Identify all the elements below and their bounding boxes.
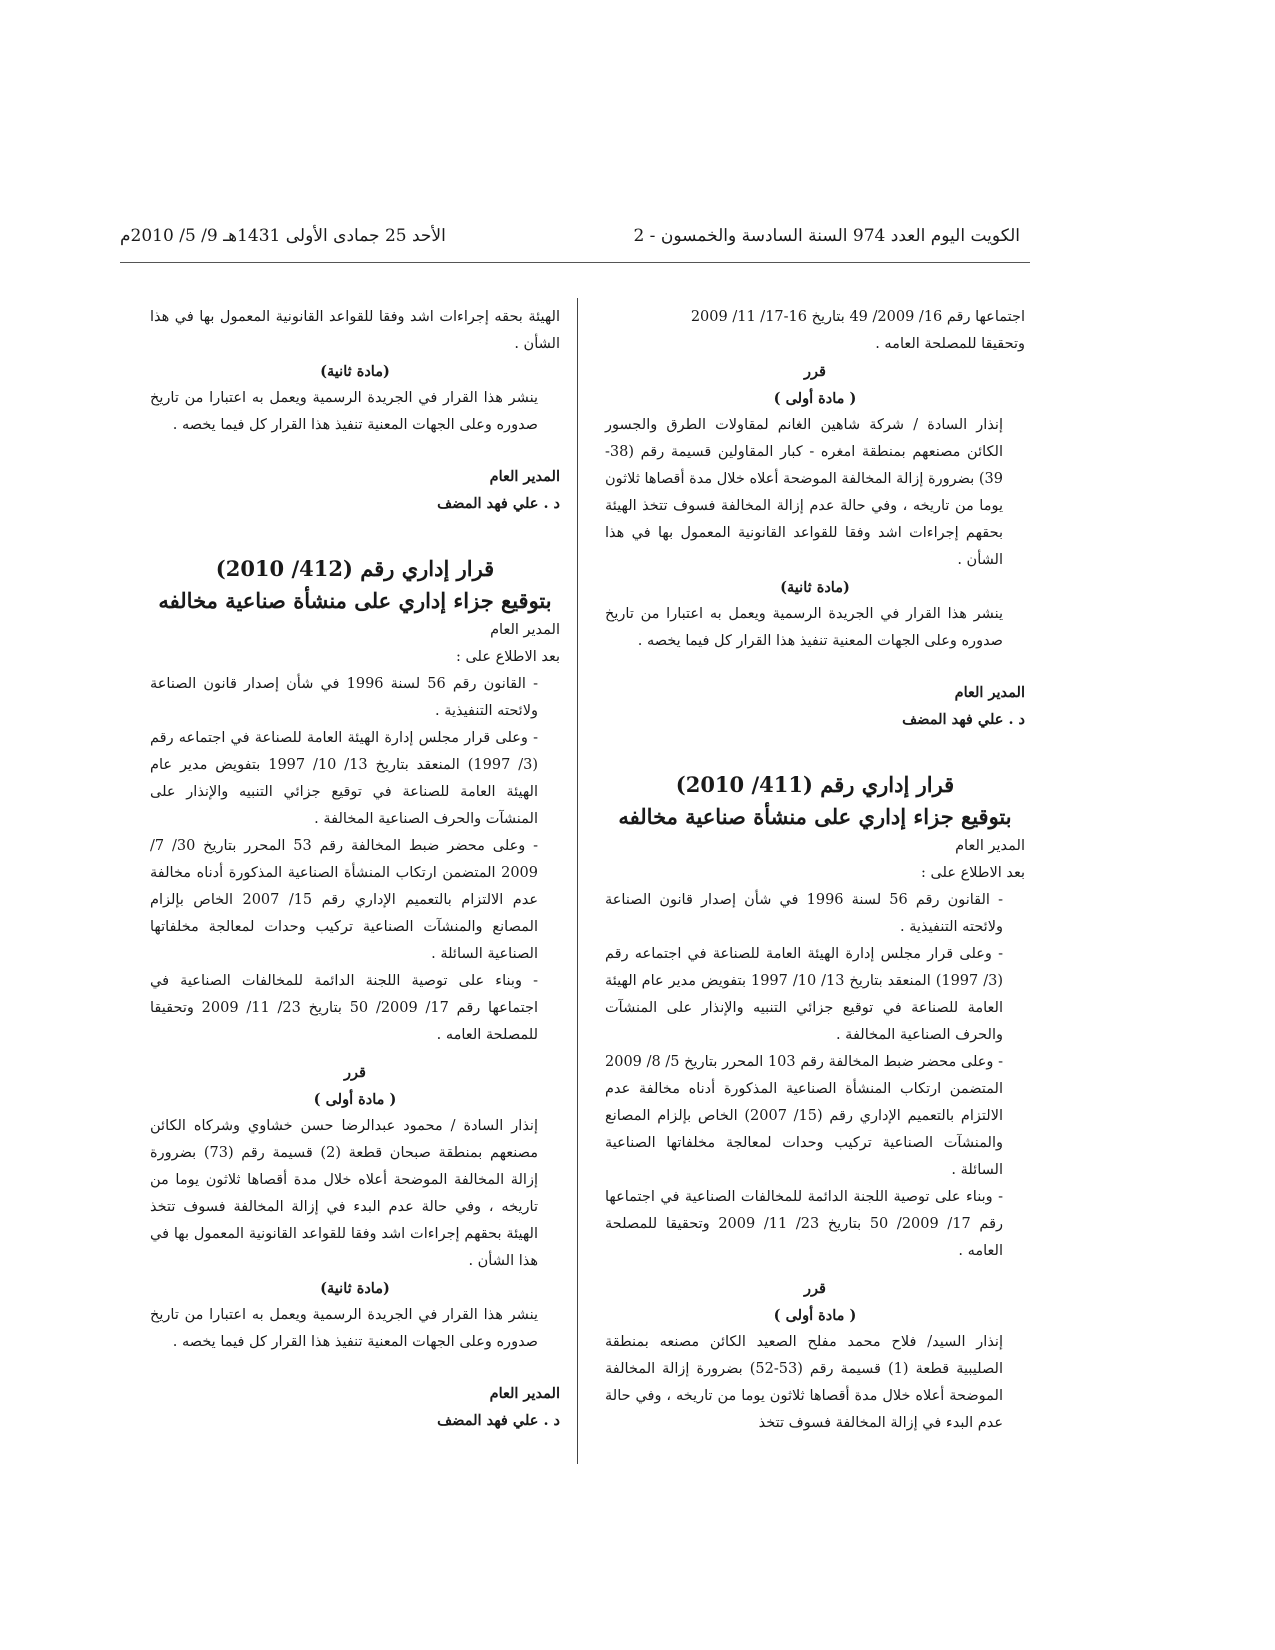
signature-name: د . علي فهد المضف	[437, 495, 560, 512]
article-one-text: إنذار السادة / شركة شاهين الغانم لمقاولات الطرق والجسور الكائن مصنعهم بمنطقة امغره - كبار المقاولين قسيمة رقم (38-39) بضرورة إزالة المخالفة الموضحة أعلاه خلال مدة أقصاها ثلاثون يوما من تاريخه ، وفي حالة عدم إزالة المخالفة فسوف تتخذ الهيئة بحقهم إجراءات اشد وفقا للقواعد القانونية المعمول بها في هذا الشأن .	[605, 417, 1003, 568]
decision-title: قرار إداري رقم (411/ 2010)	[675, 772, 955, 797]
qarar-heading: قرر	[344, 1064, 366, 1081]
preamble-item: - وعلى قرار مجلس إدارة الهيئة العامة للصناعة في اجتماعه رقم (3/ 1997) المنعقد بتاريخ 13/ 10/ 1997 بتفويض مدير عام الهيئة العامة للصناعة في توقيع جزائي التنبيه والإنذار على المنشآت والحرف الصناعية المخالفة .	[605, 946, 1004, 1043]
decision-title: قرار إداري رقم (412/ 2010)	[215, 556, 495, 581]
article-two-text: ينشر هذا القرار في الجريدة الرسمية ويعمل به اعتبارا من تاريخ صدوره وعلى الجهات المعنية تنفيذ هذا القرار كل فيما يخصه .	[150, 1307, 538, 1350]
preamble-item: - وعلى قرار مجلس إدارة الهيئة العامة للصناعة في اجتماعه رقم (3/ 1997) المنعقد بتاريخ 13/ 10/ 1997 بتفويض مدير عام الهيئة العامة للصناعة في توقيع جزائي التنبيه والإنذار على المنشآت والحرف الصناعية المخالفة .	[150, 730, 539, 827]
director-label: المدير العام	[955, 838, 1025, 854]
qarar-heading: قرر	[804, 1280, 826, 1297]
article-two-title: (مادة ثانية)	[320, 363, 390, 380]
signature-title: المدير العام	[954, 684, 1025, 701]
article-one-text: إنذار السيد/ فلاح محمد مفلح الصعيد الكائن مصنعه بمنطقة الصليبية قطعة (1) قسيمة رقم (53-52) بضرورة إزالة المخالفة الموضحة أعلاه خلال مدة أقصاها ثلاثون يوما من تاريخه ، وفي حالة عدم البدء في إزالة المخالفة فسوف تتخذ	[605, 1334, 1003, 1431]
article-two-text: ينشر هذا القرار في الجريدة الرسمية ويعمل به اعتبارا من تاريخ صدوره وعلى الجهات المعنية تنفيذ هذا القرار كل فيما يخصه .	[150, 390, 538, 433]
page-header	[120, 222, 1020, 256]
after-review-label: بعد الاطلاع على :	[920, 865, 1025, 881]
continuation-line-2: وتحقيقا للمصلحة العامه .	[875, 336, 1025, 352]
preamble-item: - وبناء على توصية اللجنة الدائمة للمخالفات الصناعية في اجتماعها رقم 17/ 2009/ 50 بتاريخ 23/ 11/ 2009 وتحقيقا للمصلحة العامه .	[605, 1189, 1004, 1259]
preamble-item: - وعلى محضر ضبط المخالفة رقم 103 المحرر بتاريخ 5/ 8/ 2009 المتضمن ارتكاب المنشأة الصناعية المذكورة أدناه مخالفة عدم الالتزام بالتعميم الإداري رقم (15/ 2007) الخاص بإلزام المصانع والمنشآت الصناعية تركيب وحدات لمعالجة مخلفاتها الصناعية السائلة .	[605, 1054, 1003, 1178]
decision-subtitle: بتوقيع جزاء إداري على منشأة صناعية مخالفه	[618, 804, 1012, 829]
preamble-item: - وبناء على توصية اللجنة الدائمة للمخالفات الصناعية في اجتماعها رقم 17/ 2009/ 50 بتاريخ 23/ 11/ 2009 وتحقيقا للمصلحة العامه .	[150, 973, 538, 1043]
article-one-title: ( مادة أولى )	[773, 1307, 857, 1324]
decision-subtitle: بتوقيع جزاء إداري على منشأة صناعية مخالفه	[158, 588, 552, 613]
qarar-heading: قرر	[804, 363, 826, 380]
preamble-item: - القانون رقم 56 لسنة 1996 في شأن إصدار قانون الصناعة ولائحته التنفيذية .	[150, 676, 538, 719]
signature-title: المدير العام	[489, 1385, 560, 1402]
after-review-label: بعد الاطلاع على :	[455, 649, 560, 665]
preamble-item: - وعلى محضر ضبط المخالفة رقم 53 المحرر بتاريخ 30/ 7/ 2009 المتضمن ارتكاب المنشأة الصناعية المذكورة أدناه مخالفة عدم الالتزام بالتعميم الإداري رقم 15/ 2007 الخاص بإلزام المصانع والمنشآت الصناعية تركيب وحدات لمعالجة مخلفاتها الصناعية السائلة .	[150, 838, 539, 962]
right-column	[605, 304, 1025, 1437]
issue-info: الكويت اليوم العدد 974 السنة السادسة والخمسون - 2	[633, 226, 1020, 246]
article-one-text: إنذار السادة / محمود عبدالرضا حسن خشاوي وشركاه الكائن مصنعهم بمنطقة صبحان قطعة (2) قسيمة رقم (73) بضرورة إزالة المخالفة الموضحة أعلاه خلال مدة أقصاها ثلاثون يوما من تاريخه ، وفي حالة عدم البدء في إزالة المخالفة فسوف تتخذ الهيئة بحقهم إجراءات اشد وفقا للقواعد القانونية المعمول بها في هذا الشأن .	[150, 1118, 538, 1269]
article-two-title: (مادة ثانية)	[320, 1280, 390, 1297]
director-label: المدير العام	[490, 622, 560, 638]
signature-name: د . علي فهد المضف	[437, 1412, 560, 1429]
signature-name: د . علي فهد المضف	[902, 711, 1025, 728]
continuation-text: الهيئة بحقه إجراءات اشد وفقا للقواعد القانونية المعمول بها في هذا الشأن .	[150, 309, 560, 352]
issue-date: الأحد 25 جمادى الأولى 1431هـ 9/ 5/ 2010م	[120, 226, 446, 246]
continuation-line-1: اجتماعها رقم 16/ 2009/ 49 بتاريخ 16-17/ 11/ 2009	[690, 309, 1025, 325]
left-column	[150, 304, 560, 1434]
article-one-title: ( مادة أولى )	[773, 390, 857, 407]
article-one-title: ( مادة أولى )	[313, 1091, 397, 1108]
signature-title: المدير العام	[489, 468, 560, 485]
article-two-text: ينشر هذا القرار في الجريدة الرسمية ويعمل به اعتبارا من تاريخ صدوره وعلى الجهات المعنية تنفيذ هذا القرار كل فيما يخصه .	[605, 606, 1003, 649]
article-two-title: (مادة ثانية)	[780, 579, 850, 596]
header-rule	[120, 262, 1030, 263]
preamble-item: - القانون رقم 56 لسنة 1996 في شأن إصدار قانون الصناعة ولائحته التنفيذية .	[605, 892, 1003, 935]
column-divider	[577, 298, 578, 1464]
